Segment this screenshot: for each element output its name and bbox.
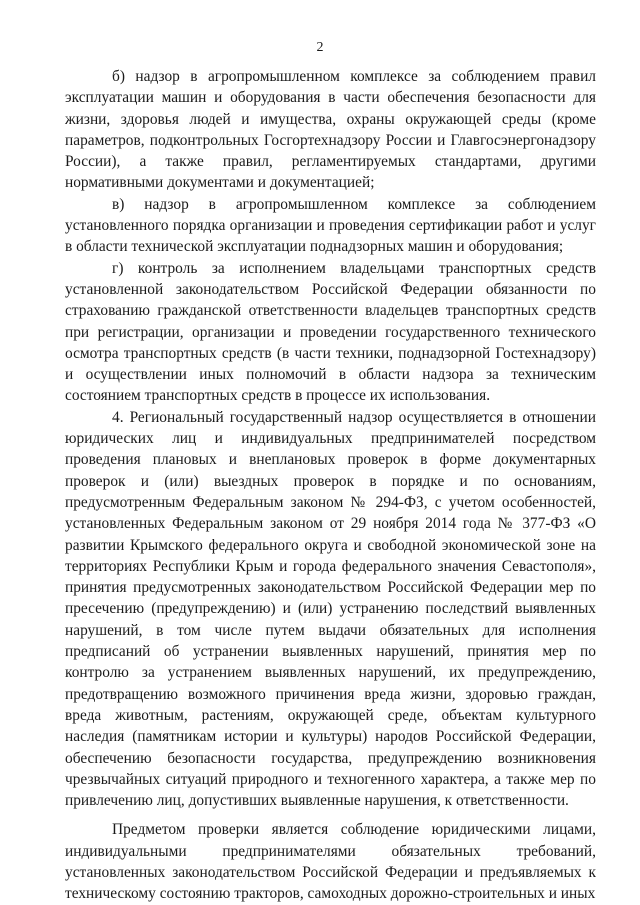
paragraph-b-agro-supervision: б) надзор в агропромышленном комплексе за соблюдением правил эксплуатации машин и оборудования в части обеспечения безопасности для жизни, здоровья людей и имущества, охраны окружающей среды (кроме параметров, подконтрольных Госгортехнадзору России и Главгосэнергонадзору России), а также правил, регламентируемых стандартами, другими нормативными документами и документацией; <box>65 68 596 192</box>
paragraph-inspection-subject: Предметом проверки является соблюдение юридическими лицами, индивидуальными предпринимателями обязательных требований, установленных законодательством Российской Федерации и предъявляемых к техническому состоянию тракторов, самоходных дорожно-строительных и иных <box>65 821 596 903</box>
document-body <box>65 66 596 905</box>
paragraph-4-regional-supervision: 4. Региональный государственный надзор осуществляется в отношении юридических лиц и индивидуальных предпринимателей посредством проведения плановых и внеплановых проверок в форме документарных проверок и (или) выездных проверок в порядке и по основаниям, предусмотренным Федеральным законом № 294-ФЗ, с учетом особенностей, установленных Федеральным законом от 29 ноября 2014 года № 377-ФЗ «О развитии Крымского федерального округа и свободной экономической зоне на территориях Республики Крым и города федерального значения Севастополя», принятия предусмотренных законодательством Российской Федерации мер по пресечению (предупреждению) и (или) устранению последствий выявленных нарушений, в том числе путем выдачи обязательных для исполнения предписаний об устранении выявленных нарушений, принятия мер по контролю за устранением выявленных нарушений, их предупреждению, предотвращению возможного причинения вреда жизни, здоровью граждан, вреда животным, растениям, окружающей среде, объектам культурного наследия (памятникам истории и культуры) народов Российской Федерации, обеспечению безопасности государства, предупреждению возникновения чрезвычайных ситуаций природного и техногенного характера, а также мер по привлечению лиц, допустивших выявленные нарушения, к ответственности. <box>65 408 596 810</box>
paragraph-v-certification-supervision: в) надзор в агропромышленном комплексе за соблюдением установленного порядка организации и проведения сертификации работ и услуг в области технической эксплуатации поднадзорных машин и оборудования; <box>65 195 596 256</box>
paragraph-g-insurance-control: г) контроль за исполнением владельцами транспортных средств установленной законодательством Российской Федерации обязанности по страхованию гражданской ответственности владельцев транспортных средств при регистрации, организации и проведении государственного технического осмотра транспортных средств (в части техники, поднадзорной Гостехнадзору) и осуществлении иных полномочий в области надзора за техническим состоянием транспортных средств в процессе их использования. <box>65 259 596 405</box>
page-number: 2 <box>316 40 324 55</box>
